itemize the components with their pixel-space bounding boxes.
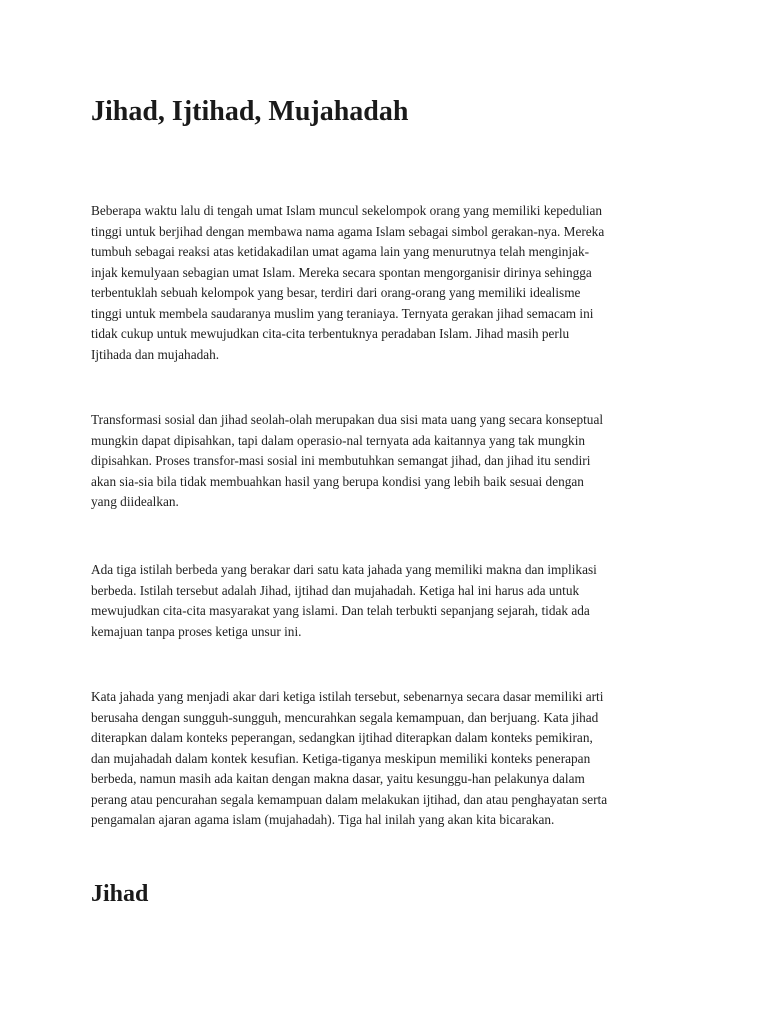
section-heading: Jihad [91,881,149,907]
paragraph-line: Ada tiga istilah berbeda yang berakar dari satu kata jahada yang memiliki makna dan implikasi [91,562,597,577]
paragraph-line: tinggi untuk membela saudaranya muslim yang teraniaya. Ternyata gerakan jihad semacam ini [91,305,594,321]
paragraph-line: tumbuh sebagai reaksi atas ketidakadilan umat agama lain yang menurutnya telah menginjak- [91,244,590,259]
document-title: Jihad, Ijtihad, Mujahadah [91,96,409,127]
paragraph-line: kemajuan tanpa proses ketiga unsur ini. [91,623,302,639]
paragraph-line: berbeda. Istilah tersebut adalah Jihad, ijtihad dan mujahadah. Ketiga hal ini harus ada untuk [91,582,580,598]
paragraph-1 [91,201,691,365]
paragraph-line: terbentuklah sebuah kelompok yang besar, terdiri dari orang-orang yang memiliki idealisme [91,285,581,300]
paragraph-line: mewujudkan cita-cita masyarakat yang islami. Dan telah terbukti sepanjang sejarah, tidak ada [91,603,590,618]
paragraph-line: Beberapa waktu lalu di tengah umat Islam muncul sekelompok orang yang memiliki kepedulian [91,203,603,218]
paragraph-line: diterapkan dalam konteks peperangan, sedangkan ijtihad diterapkan dalam konteks pemikiran, [91,730,593,745]
paragraph-line: berbeda, namun masih ada kaitan dengan makna dasar, yaitu kesunggu-han pelakunya dalam [91,771,585,786]
paragraph-line: berusaha dengan sungguh-sungguh, mencurahkan segala kemampuan, dan berjuang. Kata jihad [91,709,599,725]
paragraph-4 [91,687,691,831]
paragraph-line: dipisahkan. Proses transfor-masi sosial ini membutuhkan semangat jihad, dan jihad itu sendiri [91,453,591,468]
paragraph-line: pengamalan ajaran agama islam (mujahadah). Tiga hal inilah yang akan kita bicarakan. [91,812,555,827]
paragraph-line: Ijtihada dan mujahadah. [91,346,220,362]
paragraph-line: yang diidealkan. [91,494,179,509]
paragraph-line: perang atau pencurahan segala kemampuan dalam melakukan ijtihad, dan atau penghayatan serta [91,791,608,807]
paragraph-line: Transformasi sosial dan jihad seolah-olah merupakan dua sisi mata uang yang secara konseptual [91,412,604,427]
paragraph-line: mungkin dapat dipisahkan, tapi dalam operasio-nal ternyata ada kaitannya yang tak mungkin [91,432,586,448]
paragraph-line: injak kemulyaan sebagian umat Islam. Mereka secara spontan mengorganisir dirinya sehingga [91,264,592,280]
paragraph-line: Kata jahada yang menjadi akar dari ketiga istilah tersebut, sebenarnya secara dasar memiliki arti [91,689,604,704]
paragraph-line: tidak cukup untuk mewujudkan cita-cita terbentuknya peradaban Islam. Jihad masih perlu [91,326,570,341]
paragraph-line: dan mujahadah dalam kontek kesufian. Ketiga-tiganya meskipun memiliki konteks penerapan [91,750,591,766]
paragraph-3 [91,560,691,642]
paragraph-2 [91,410,691,513]
paragraph-line: tinggi untuk berjihad dengan membawa nama agama Islam sebagai simbol gerakan-nya. Mereka [91,223,605,239]
paragraph-line: akan sia-sia bila tidak membuahkan hasil yang berupa kondisi yang lebih baik sesuai dengan [91,473,584,489]
